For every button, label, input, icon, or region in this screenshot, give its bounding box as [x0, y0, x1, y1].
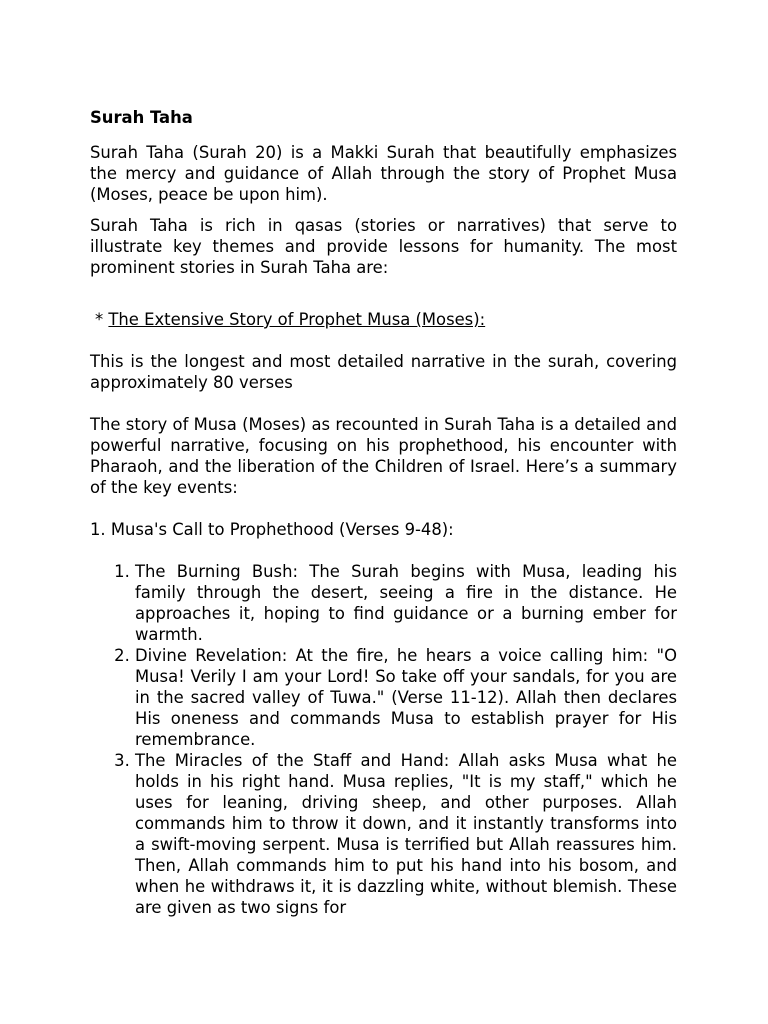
- summary-intro-paragraph: The story of Musa (Moses) as recounted in Surah Taha is a detailed and powerful narrative, focusing on his prophethood, his encounter with Pharaoh, and the liberation of the Children of Israel. Here’s a summary of the key events:: [90, 415, 677, 497]
- document-page: [90, 107, 677, 918]
- intro-paragraph-1: Surah Taha (Surah 20) is a Makki Surah that beautifully emphasizes the mercy and guidance of Allah through the story of Prophet Musa (Moses, peace be upon him).: [90, 143, 677, 204]
- list-item: 2. Divine Revelation: At the fire, he hears a voice calling him: "O Musa! Verily I am your Lord! So take off your sandals, for you are in the sacred valley of Tuwa." (Verse 11-12). Allah then declares His oneness and commands Musa to establish prayer for His remembrance.: [135, 645, 677, 750]
- spacer: [90, 330, 677, 351]
- events-list: [90, 561, 677, 918]
- story-subheading: [95, 309, 677, 330]
- spacer: [90, 393, 677, 414]
- spacer: [90, 498, 677, 519]
- subheading-text: The Extensive Story of Prophet Musa (Moses):: [108, 310, 486, 329]
- spacer: [90, 288, 677, 309]
- spacer: [90, 540, 677, 561]
- longest-narrative-paragraph: This is the longest and most detailed narrative in the surah, covering approximately 80 verses: [90, 352, 677, 392]
- intro-paragraph-2: Surah Taha is rich in qasas (stories or narratives) that serve to illustrate key themes and provide lessons for humanity. The most prominent stories in Surah Taha are:: [90, 216, 677, 277]
- bullet-marker: *: [95, 310, 109, 329]
- section-heading: 1. Musa's Call to Prophethood (Verses 9-48):: [90, 520, 454, 539]
- document-title: Surah Taha: [90, 108, 193, 127]
- list-item: 3. The Miracles of the Staff and Hand: Allah asks Musa what he holds in his right hand. Musa replies, "It is my staff," which he uses for leaning, driving sheep, and other purposes. Allah commands him to throw it down, and it instantly transforms into a swift-moving serpent. Musa is terrified but Allah reassures him. Then, Allah commands him to put his hand into his bosom, and when he withdraws it, it is dazzling white, without blemish. These are given as two signs for: [135, 750, 677, 918]
- list-item: 1. The Burning Bush: The Surah begins with Musa, leading his family through the desert, seeing a fire in the distance. He approaches it, hoping to find guidance or a burning ember for warmth.: [135, 561, 677, 645]
